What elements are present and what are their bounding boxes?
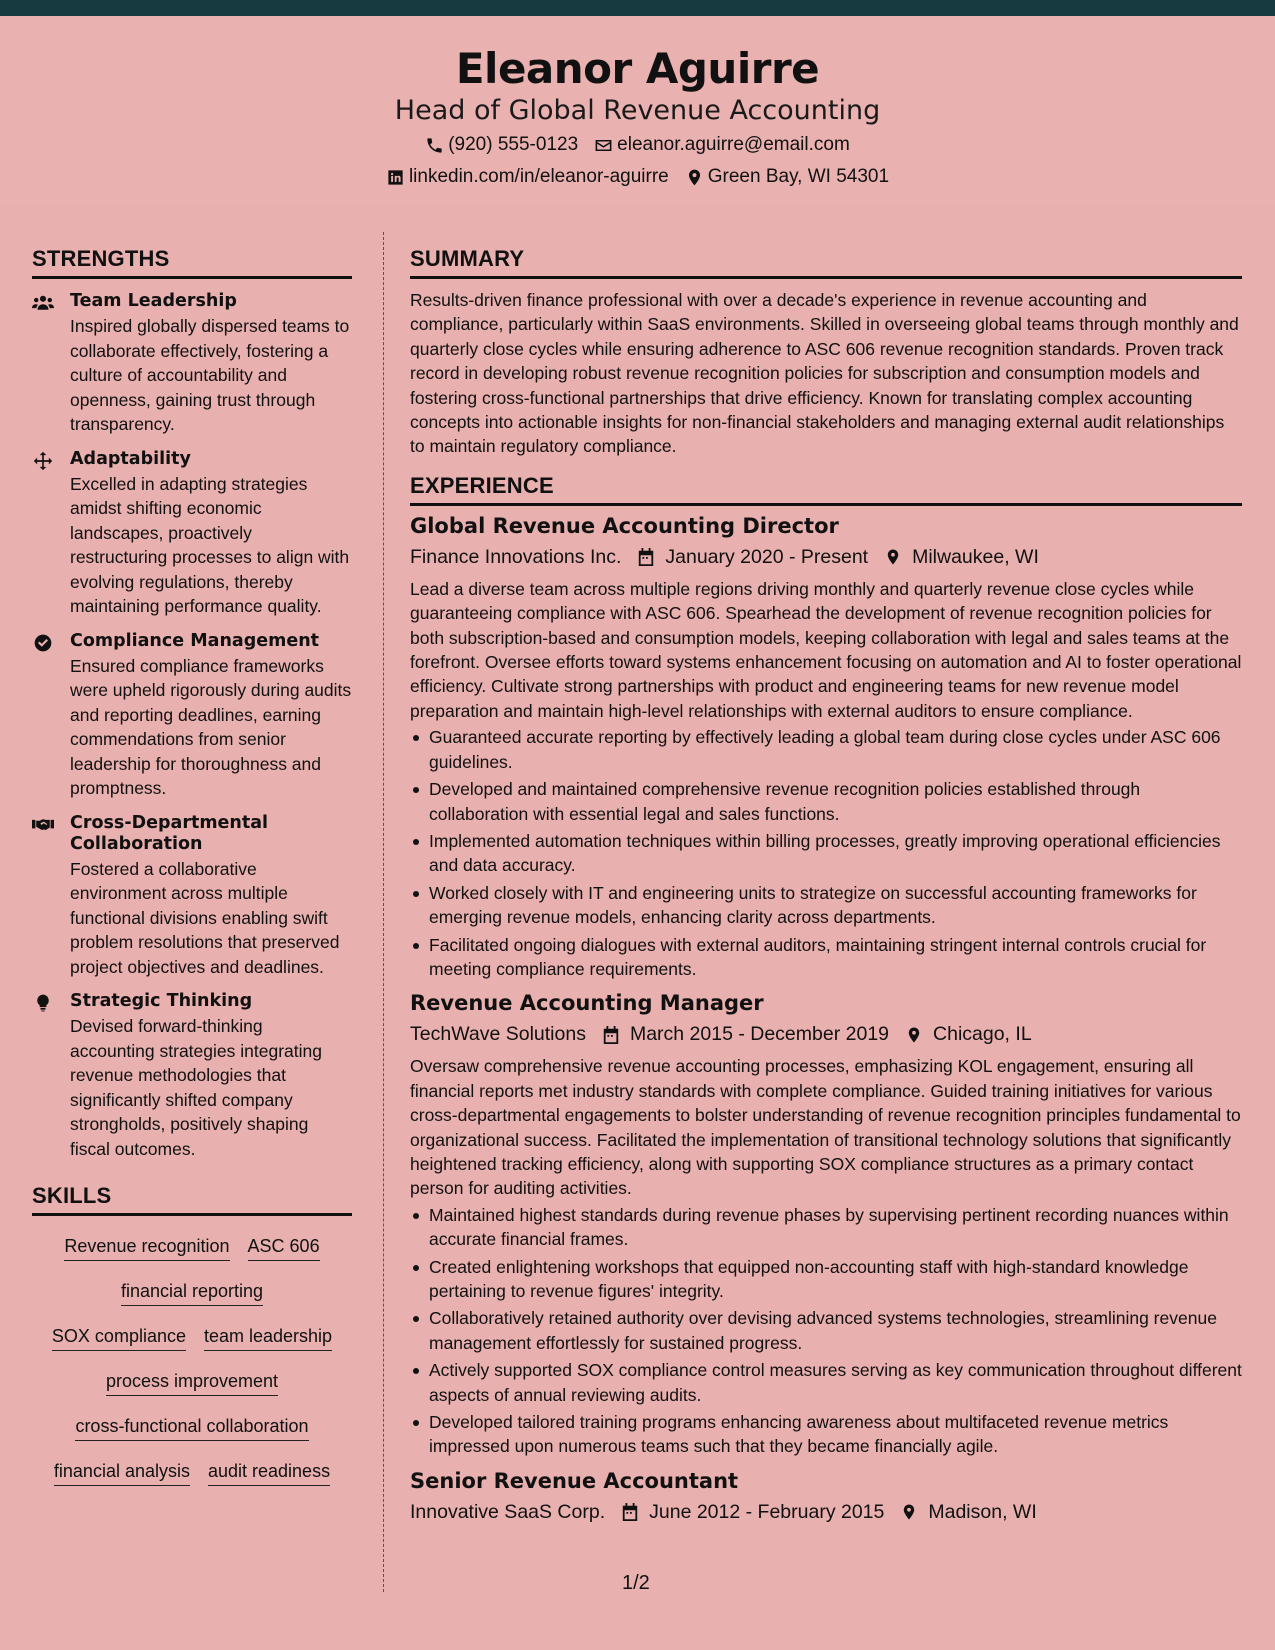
job-entry [410,991,1242,1459]
bullet-item: Developed tailored training programs enhancing awareness about multifaceted revenue metrics impressed upon numerous teams such that they became financially agile. [410,1410,1242,1459]
job-company: TechWave Solutions [410,1023,586,1046]
job-meta [410,1501,1242,1524]
skill-tag: process improvement [106,1371,278,1396]
job-entry [410,1469,1242,1524]
bullet-item: Actively supported SOX compliance control measures serving as key communication throughout different aspects of annual reviewing audits. [410,1358,1242,1407]
summary-text: Results-driven finance professional with over a decade's experience in revenue accounting and compliance, particularly within SaaS environments. Skilled in overseeing global teams through monthly and quarterly close cycles while ensuring adherence to ASC 606 revenue recognition standards. Proven track record in developing robust revenue recognition policies for subscription and consumption models and fostering cross-functional partnerships that drive efficiency. Known for translating complex accounting concepts into actionable insights for non-financial stakeholders and managing external audit relationships to maintain regulatory compliance. [410,290,1239,457]
calendar-icon [602,1025,620,1045]
arrows-move-icon [32,451,54,471]
left-column [32,246,352,1496]
email-text[interactable]: eleanor.aguirre@email.com [617,134,850,155]
bullet-item: Worked closely with IT and engineering units to strategize on successful accounting frameworks for emerging revenue models, enhancing clarity across departments. [410,881,1242,930]
top-bar [0,0,1275,16]
check-circle-icon [32,633,54,653]
strength-item [32,813,352,980]
strength-desc: Fostered a collaborative environment across multiple functional divisions enabling swift problem resolutions that preserved project objectives and deadlines. [70,858,340,977]
strengths-title: STRENGTHS [32,246,352,279]
bullet-item: Facilitated ongoing dialogues with external auditors, maintaining stringent internal controls crucial for meeting compliance requirements. [410,933,1242,982]
summary-title: SUMMARY [410,246,1242,279]
job-description: Oversaw comprehensive revenue accounting processes, emphasizing KOL engagement, ensuring all financial reports met industry standards with complete compliance. Guided training initiatives for various cross-departmental engagements to bolster understanding of revenue recognition principles fundamental to organizational success. Facilitated the implementation of transitional technology solutions that significantly heightened tracking efficiency, along with supporting SOX compliance structures as a primary contact person for auditing activities. [410,1056,1241,1199]
job-meta [410,1023,1242,1046]
skill-tag: audit readiness [208,1461,330,1486]
linkedin-contact[interactable] [386,166,669,188]
email-contact[interactable] [594,134,850,156]
job-company: Finance Innovations Inc. [410,545,622,568]
bullet-item: Guaranteed accurate reporting by effectively leading a global team during close cycles under ASC 606 guidelines. [410,725,1242,774]
job-dates: March 2015 - December 2019 [629,1023,890,1046]
resume-header [0,16,1275,204]
bullet-item: Developed and maintained comprehensive revenue recognition policies established through collaboration with essential legal and sales functions. [410,777,1242,826]
skills-title: SKILLS [32,1183,352,1216]
calendar-icon [637,547,655,567]
skills-list [32,1226,352,1496]
strength-desc: Inspired globally dispersed teams to collaborate effectively, fostering a culture of accountability and openness, gaining trust through transparency. [70,316,350,434]
map-pin-icon [905,1025,923,1045]
column-divider [383,232,384,1592]
skill-tag: ASC 606 [248,1236,320,1261]
location-text: Green Bay, WI 54301 [707,166,890,187]
strength-item [32,449,352,619]
lightbulb-icon [32,993,54,1013]
job-description: Lead a diverse team across multiple regions driving monthly and quarterly revenue close cycles while guaranteeing compliance with ASC 606. Spearhead the development of revenue recognition policies for both subscription-based and consumption models, keeping collaboration with legal and sales teams at the forefront. Oversee efforts toward systems enhancement focusing on automation and AI to foster operational efficiency. Cultivate strong partnerships with product and engineering teams for new revenue model preparation and maintain high-level relationships with external auditors to ensure compliance. [410,578,1242,721]
contact-row [0,134,1275,156]
strength-item [32,991,352,1161]
job-location: Milwaukee, WI [912,545,1039,568]
strength-title: Team Leadership [70,291,237,311]
skill-tag: financial analysis [54,1461,190,1486]
linkedin-text[interactable]: linkedin.com/in/eleanor-aguirre [408,166,669,187]
phone-icon [425,136,444,155]
phone-contact [425,134,578,156]
page-number: 1/2 [622,1572,650,1594]
linkedin-icon [386,168,405,187]
skill-tag: financial reporting [121,1281,263,1306]
map-pin-icon [884,547,902,567]
job-entry [410,514,1242,982]
calendar-icon [621,1502,639,1522]
users-icon [32,293,54,313]
job-company: Innovative SaaS Corp. [410,1500,606,1523]
location-contact [685,166,889,188]
skill-tag: Revenue recognition [64,1236,229,1261]
strength-title: Compliance Management [70,630,320,651]
map-pin-icon [900,1502,918,1522]
job-title: Revenue Accounting Manager [410,991,764,1016]
candidate-name: Eleanor Aguirre [455,44,820,93]
job-dates: January 2020 - Present [665,545,869,568]
strength-desc: Devised forward-thinking accounting strategies integrating revenue methodologies that significantly shifted company strongholds, positively shaping fiscal outcomes. [70,1016,322,1159]
envelope-icon [594,136,613,155]
candidate-headline: Head of Global Revenue Accounting [394,95,881,126]
phone-text: (920) 555-0123 [448,134,579,155]
bullet-item: Maintained highest standards during revenue phases by supervising pertinent recording nuances within accurate financial frames. [410,1203,1242,1252]
job-title: Global Revenue Accounting Director [410,513,839,538]
bullet-item: Collaboratively retained authority over devising advanced systems technologies, streamlining revenue management effortlessly for sustained progress. [410,1306,1242,1355]
strength-item [32,631,352,801]
strength-title: Strategic Thinking [70,991,253,1011]
strength-desc: Excelled in adapting strategies amidst shifting economic landscapes, proactively restructuring processes to align with evolving regulations, thereby maintaining performance quality. [70,473,350,616]
strength-title: Adaptability [70,448,191,469]
job-meta [410,546,1242,569]
skill-tag: SOX compliance [52,1326,186,1351]
right-column [410,246,1242,1524]
job-location: Chicago, IL [933,1023,1032,1046]
skill-tag: cross-functional collaboration [75,1416,308,1441]
skill-tag: team leadership [204,1326,332,1351]
experience-title: EXPERIENCE [410,473,1242,506]
contact-row-2 [0,166,1275,188]
handshake-icon [32,815,54,835]
job-bullets [410,1203,1242,1459]
map-pin-icon [685,168,704,187]
bullet-item: Implemented automation techniques within billing processes, greatly improving operational efficiencies and data accuracy. [410,829,1242,878]
job-location: Madison, WI [928,1500,1037,1523]
bullet-item: Created enlightening workshops that equipped non-accounting staff with high-standard knowledge pertaining to revenue figures' integrity. [410,1255,1242,1304]
job-bullets [410,725,1242,981]
job-title: Senior Revenue Accountant [410,1468,739,1493]
strength-item [32,291,352,437]
strength-desc: Ensured compliance frameworks were upheld rigorously during audits and reporting deadlines, earning commendations from senior leadership for thoroughness and promptness. [70,655,352,798]
job-dates: June 2012 - February 2015 [649,1500,885,1523]
strength-title: Cross-Departmental Collaboration [70,812,269,854]
